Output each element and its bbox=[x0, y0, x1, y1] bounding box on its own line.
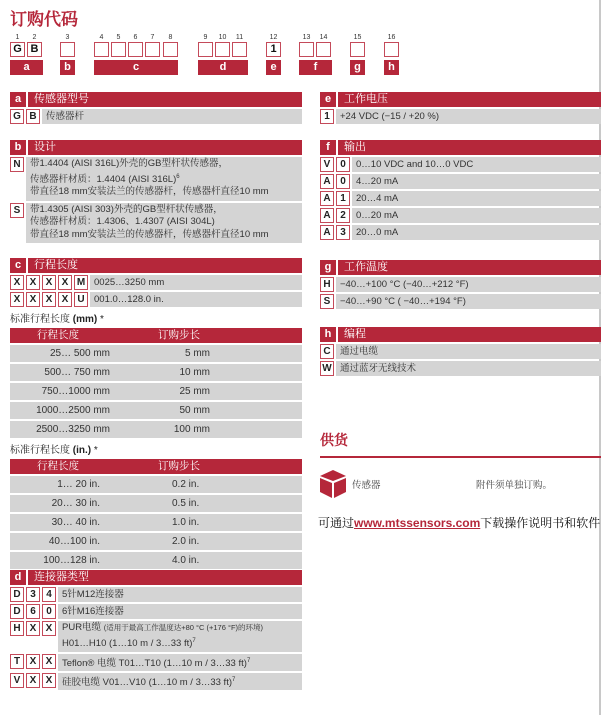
table-row: 25… 500 mm 5 mm bbox=[10, 345, 302, 362]
section-letter: a bbox=[10, 92, 28, 107]
option-row: C 通过电缆 bbox=[320, 344, 601, 359]
code-cell: H bbox=[10, 621, 24, 636]
option-text: 0025…3250 mm bbox=[90, 275, 302, 290]
option-text: +24 VDC (−15 / +20 %) bbox=[336, 109, 601, 124]
code-cell: 0 bbox=[42, 604, 56, 619]
option-note: (适用于最高工作温度达+80 °C (+176 °F)的环境) bbox=[103, 623, 264, 632]
section-c-stroke-length bbox=[10, 258, 302, 569]
option-row bbox=[10, 275, 302, 290]
position-number: 16 bbox=[387, 34, 396, 41]
section-title: 工作电压 bbox=[344, 93, 388, 105]
code-cell: M bbox=[74, 275, 88, 290]
code-cell: U bbox=[74, 292, 88, 307]
section-title: 工作温度 bbox=[344, 261, 388, 273]
segment-b: b bbox=[60, 60, 75, 75]
option-text: 6针M16连接器 bbox=[58, 604, 302, 619]
supply-item-sensor: 传感器 bbox=[352, 480, 381, 491]
code-cell: X bbox=[42, 292, 56, 307]
website-link[interactable]: www.mtssensors.com bbox=[354, 516, 481, 530]
section-a-sensor-model bbox=[10, 92, 302, 124]
option-line: 带1.4404 (AISI 316L)外壳的GB型杆状传感器， bbox=[30, 158, 228, 169]
segment-c: c bbox=[94, 60, 178, 75]
position-number: 5 bbox=[116, 34, 121, 41]
code-cell: S bbox=[10, 203, 24, 218]
table-row: 30… 40 in. 1.0 in. bbox=[10, 514, 302, 531]
column-header: 订购步长 bbox=[158, 460, 200, 472]
code-cell: X bbox=[26, 654, 40, 669]
position-number: 7 bbox=[150, 34, 155, 41]
table-row: 1… 20 in. 0.2 in. bbox=[10, 476, 302, 493]
section-letter: g bbox=[320, 260, 338, 275]
code-box-14 bbox=[316, 42, 331, 57]
segment-h: h bbox=[384, 60, 399, 75]
code-box-8 bbox=[163, 42, 178, 57]
option-text bbox=[26, 203, 302, 244]
position-number: 12 bbox=[269, 34, 278, 41]
code-cell: X bbox=[26, 292, 40, 307]
code-cell: X bbox=[10, 275, 24, 290]
position-number: 3 bbox=[65, 34, 70, 41]
footnote-marker: 7 bbox=[192, 637, 196, 644]
option-line: 带1.4305 (AISI 303)外壳的GB型杆状传感器， bbox=[30, 203, 223, 215]
code-cell: X bbox=[42, 621, 56, 636]
option-row: W 通过蓝牙无线技术 bbox=[320, 361, 601, 376]
section-d-connector-type bbox=[10, 570, 302, 690]
code-box-10 bbox=[215, 42, 230, 57]
section-e-operating-voltage bbox=[320, 92, 601, 124]
section-f-output bbox=[320, 140, 601, 240]
code-box-15 bbox=[350, 42, 365, 57]
position-number: 11 bbox=[235, 34, 244, 41]
option-row: H −40…+100 °C (−40…+212 °F) bbox=[320, 277, 601, 292]
code-cell: T bbox=[10, 654, 24, 669]
option-text: 001.0…128.0 in. bbox=[90, 292, 302, 307]
option-row bbox=[10, 203, 302, 244]
section-title: 连接器类型 bbox=[34, 571, 89, 583]
code-cell: 4 bbox=[42, 587, 56, 602]
position-number: 6 bbox=[133, 34, 138, 41]
option-text: 传感器杆 bbox=[42, 109, 302, 124]
position-number: 4 bbox=[99, 34, 104, 41]
section-title: 行程长度 bbox=[34, 259, 78, 271]
section-letter: c bbox=[10, 258, 28, 273]
option-text: 5针M12连接器 bbox=[58, 587, 302, 602]
page-title: 订购代码 bbox=[10, 10, 78, 29]
supply-note: 附件须单独订购。 bbox=[476, 480, 553, 491]
section-letter: f bbox=[320, 140, 338, 155]
segment-f: f bbox=[299, 60, 332, 75]
code-box-4 bbox=[94, 42, 109, 57]
code-cell: X bbox=[42, 275, 56, 290]
section-title: 编程 bbox=[344, 328, 366, 340]
package-box-icon bbox=[320, 470, 346, 498]
position-number: 1 bbox=[15, 34, 20, 41]
column-header: 行程长度 bbox=[37, 329, 79, 341]
column-header: 订购步长 bbox=[158, 329, 200, 341]
code-cell: 1 bbox=[320, 109, 334, 124]
code-box-5 bbox=[111, 42, 126, 57]
option-row: V 0 0…10 VDC and 10…0 VDC bbox=[320, 157, 601, 172]
option-row bbox=[10, 292, 302, 307]
section-title: 传感器型号 bbox=[34, 93, 89, 105]
section-letter: h bbox=[320, 327, 338, 342]
option-row bbox=[10, 109, 302, 124]
option-row: A 1 20…4 mA bbox=[320, 191, 601, 206]
segment-g: g bbox=[350, 60, 365, 75]
option-row bbox=[10, 654, 302, 671]
segment-e: e bbox=[266, 60, 281, 75]
code-cell: X bbox=[26, 621, 40, 636]
std-stroke-in-caption: 标准行程长度 (in.) * bbox=[10, 445, 98, 456]
supply-title: 供货 bbox=[320, 432, 348, 448]
option-row bbox=[10, 604, 302, 619]
table-row: 100…128 in. 4.0 in. bbox=[10, 552, 302, 569]
footnote-marker: 6 bbox=[176, 173, 180, 180]
table-row: 2500…3250 mm 100 mm bbox=[10, 421, 302, 438]
table-row: 500… 750 mm 10 mm bbox=[10, 364, 302, 381]
code-cell: X bbox=[26, 673, 40, 688]
option-line: 带直径18 mm安装法兰的传感器杆，传感器杆直径10 mm bbox=[30, 228, 269, 240]
std-in-table-header bbox=[10, 459, 302, 474]
column-header: 行程长度 bbox=[37, 460, 79, 472]
section-letter: b bbox=[10, 140, 28, 155]
option-row: A 0 4…20 mA bbox=[320, 174, 601, 189]
code-box-6 bbox=[128, 42, 143, 57]
position-number: 8 bbox=[168, 34, 173, 41]
option-row bbox=[10, 673, 302, 690]
supply-divider bbox=[320, 456, 601, 458]
code-cell: 3 bbox=[26, 587, 40, 602]
segment-a: a bbox=[10, 60, 43, 75]
code-cell: X bbox=[42, 654, 56, 669]
section-g-operating-temperature bbox=[320, 260, 601, 309]
code-box-16 bbox=[384, 42, 399, 57]
code-box-3 bbox=[60, 42, 75, 57]
table-row: 20… 30 in. 0.5 in. bbox=[10, 495, 302, 512]
code-cell: X bbox=[58, 292, 72, 307]
segment-d: d bbox=[198, 60, 248, 75]
option-row bbox=[10, 587, 302, 602]
option-text: 硅胶电缆 V01…V10 (1…10 m / 3…33 ft)$^7$ bbox=[58, 673, 302, 690]
position-number: 9 bbox=[203, 34, 208, 41]
position-number: 14 bbox=[319, 34, 328, 41]
section-letter: e bbox=[320, 92, 338, 107]
option-row: S −40…+90 °C ( −40…+194 °F) bbox=[320, 294, 601, 309]
code-box-7 bbox=[145, 42, 160, 57]
option-line: 带直径18 mm安装法兰的传感器杆，传感器杆直径10 mm bbox=[30, 186, 269, 198]
position-number: 2 bbox=[32, 34, 37, 41]
code-box-11 bbox=[232, 42, 247, 57]
section-title: 设计 bbox=[34, 141, 56, 153]
option-row bbox=[10, 621, 302, 652]
code-cell: D bbox=[10, 604, 24, 619]
position-number: 13 bbox=[302, 34, 311, 41]
table-row: 750…1000 mm 25 mm bbox=[10, 383, 302, 400]
table-row: 40…100 in. 2.0 in. bbox=[10, 533, 302, 550]
code-cell: 6 bbox=[26, 604, 40, 619]
option-row: A 2 0…20 mA bbox=[320, 208, 601, 223]
code-cell: V bbox=[10, 673, 24, 688]
code-box-13 bbox=[299, 42, 314, 57]
code-cell: X bbox=[10, 292, 24, 307]
code-cell: G bbox=[10, 109, 24, 124]
code-cell: B bbox=[26, 109, 40, 124]
section-h-programming bbox=[320, 327, 601, 376]
code-box-1: G bbox=[10, 42, 25, 57]
option-text bbox=[26, 157, 302, 201]
std-stroke-mm-caption: 标准行程长度 (mm) * bbox=[10, 314, 104, 325]
position-number: 10 bbox=[218, 34, 227, 41]
code-cell: X bbox=[58, 275, 72, 290]
download-note: 可通过www.mtssensors.com下载操作说明书和软件 bbox=[318, 516, 601, 530]
position-number: 15 bbox=[353, 34, 362, 41]
code-cell: X bbox=[26, 275, 40, 290]
option-text: Teflon® 电缆 T01…T10 (1…10 m / 3…33 ft)$^7$ bbox=[58, 654, 302, 671]
code-box-2: B bbox=[27, 42, 42, 57]
section-title: 输出 bbox=[344, 141, 366, 153]
option-row bbox=[10, 157, 302, 201]
option-text: PUR电缆 (适用于最高工作温度达+80 °C (+176 °F)的环境) H01…H10 (1…10 m / 3…33 ft)$^7$ bbox=[58, 621, 302, 652]
code-box-12: 1 bbox=[266, 42, 281, 57]
code-cell: X bbox=[42, 673, 56, 688]
option-line: 传感器杆材质：1.4306、1.4307 (AISI 304L) bbox=[30, 216, 215, 228]
code-box-9 bbox=[198, 42, 213, 57]
code-cell: D bbox=[10, 587, 24, 602]
section-b-design bbox=[10, 140, 302, 243]
section-letter: d bbox=[10, 570, 28, 585]
option-row: A 3 20…0 mA bbox=[320, 225, 601, 240]
table-row: 1000…2500 mm 50 mm bbox=[10, 402, 302, 419]
std-mm-table-header bbox=[10, 328, 302, 343]
code-cell: N bbox=[10, 157, 24, 172]
option-row bbox=[320, 109, 601, 124]
option-line: 传感器杆材质：1.4404 (AISI 316L) bbox=[30, 173, 177, 185]
